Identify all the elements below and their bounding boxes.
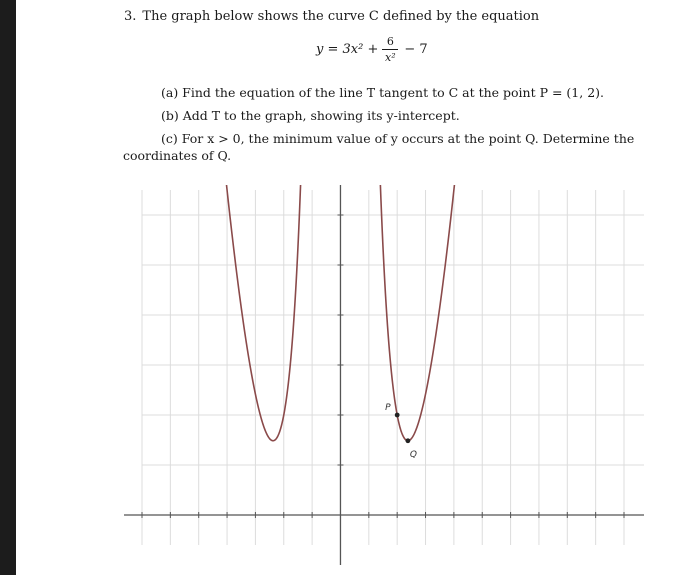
point-label-p: P: [385, 403, 391, 413]
graph-svg: [124, 185, 644, 565]
fraction-denominator: x²: [385, 51, 396, 64]
part-b-text: (b) Add T to the graph, showing its y-intercept.: [161, 108, 460, 123]
axes: [124, 185, 644, 565]
curve-branch-right: [380, 185, 456, 441]
curve-branch-left: [225, 185, 301, 441]
part-c-text: (c) For x > 0, the minimum value of y occurs at the point Q. Determine the: [161, 131, 635, 146]
question-number: 3.: [124, 9, 137, 24]
fraction-numerator: 6: [386, 35, 394, 48]
equation-lhs: y = 3x² +: [316, 42, 379, 57]
grid-lines: [142, 190, 644, 545]
question-intro-text: The graph below shows the curve C defined by the equation: [142, 9, 540, 24]
part-c-continued: coordinates of Q.: [123, 148, 232, 163]
left-border: [0, 0, 16, 575]
part-a-text: (a) Find the equation of the line T tangent to C at the point P = (1, 2).: [161, 85, 604, 100]
point-p: [395, 413, 400, 418]
fraction-bar: [382, 49, 398, 50]
curve-equation: [316, 36, 428, 63]
question-intro: [124, 9, 539, 24]
equation-fraction: [382, 36, 398, 63]
point-label-q: Q: [409, 449, 417, 460]
point-q: [405, 438, 410, 443]
graph: [124, 185, 644, 565]
equation-rest: − 7: [404, 42, 428, 57]
